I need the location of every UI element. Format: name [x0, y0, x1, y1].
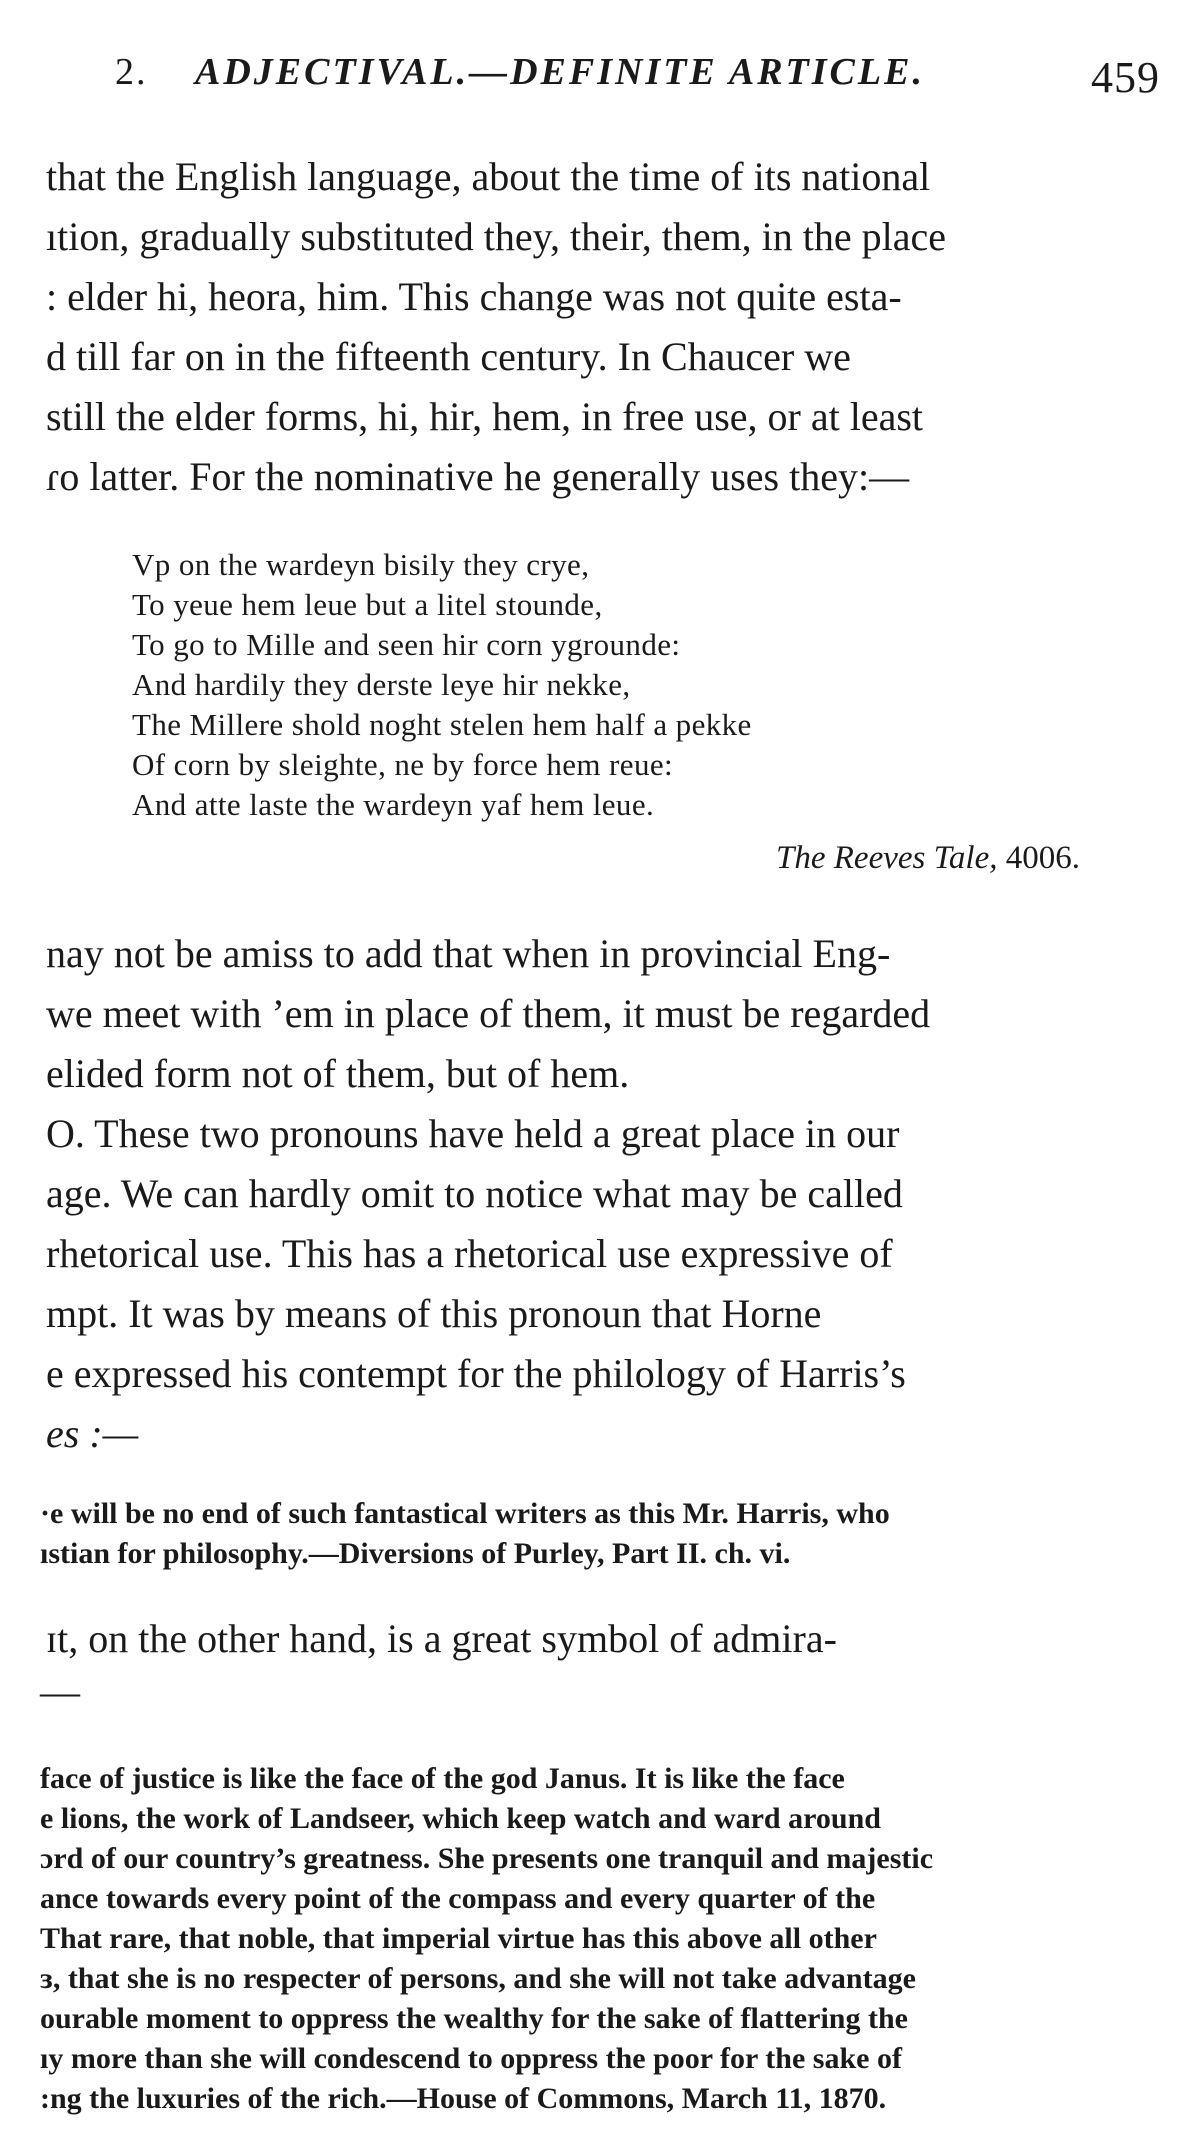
body-line: we meet with ’em in place of them, it must be regarded — [46, 991, 931, 1036]
verse-line: Of corn by sleighte, ne by force hem reue: — [132, 747, 674, 782]
quote-line: :ng the luxuries of the rich.—House of Commons, March 11, 1870. — [40, 2082, 887, 2115]
body-line: elided form not of them, but of hem. — [46, 1051, 630, 1096]
quote-line: ourable moment to oppress the wealthy for the sake of flattering the — [40, 2002, 908, 2035]
body-line: O. These two pronouns have held a great place in our — [46, 1111, 900, 1156]
citation-work: The Reeves Tale, — [776, 840, 998, 876]
body-line: e expressed his contempt for the philology of Harris’s — [46, 1351, 906, 1396]
body-line: rhetorical use. This has a rhetorical use expressive of — [46, 1231, 893, 1276]
body-line: d till far on in the fifteenth century. In Chaucer we — [46, 334, 851, 379]
quote-line: ıstian for philosophy.—Diversions of Purley, Part II. ch. vi. — [40, 1537, 791, 1570]
body-line: : elder hi, heora, him. This change was not quite esta- — [46, 274, 902, 319]
body-line: age. We can hardly omit to notice what may be called — [46, 1171, 903, 1216]
body-line: ɾo latter. For the nominative he generally uses they:— — [46, 454, 910, 499]
verse-line: To go to Mille and seen hir corn ygrounde: — [132, 627, 681, 662]
page-number: 459 — [1091, 53, 1160, 102]
verse-line: To yeue hem leue but a litel stounde, — [132, 587, 603, 622]
running-header — [115, 50, 1160, 110]
em-dash: — — [40, 1669, 80, 1714]
quote-line: ɔrd of our country’s greatness. She presents one tranquil and majestic — [40, 1842, 934, 1875]
verse-line: The Millere shold noght stelen hem half a pekke — [132, 707, 752, 742]
body-line: mpt. It was by means of this pronoun that Horne — [46, 1291, 822, 1336]
quote-line: ıy more than she will condescend to oppress the poor for the sake of — [40, 2042, 902, 2075]
verse-citation — [640, 840, 1080, 877]
body-line: ɪt, on the other hand, is a great symbol of admira- — [46, 1616, 837, 1661]
quote-line: e lions, the work of Landseer, which keep watch and ward around — [40, 1802, 881, 1835]
quote-line: ɜ, that she is no respecter of persons, and she will not take advantage — [40, 1962, 916, 1995]
quote-line: face of justice is like the face of the god Janus. It is like the face — [40, 1762, 845, 1795]
body-line: that the English language, about the time of its national — [46, 154, 931, 199]
verse-line: And atte laste the wardeyn yaf hem leue. — [132, 787, 655, 822]
quote-line: ·e will be no end of such fantastical writers as this Mr. Harris, who — [40, 1497, 890, 1530]
section-number: 2. — [115, 51, 148, 93]
body-line: es :— — [46, 1411, 139, 1456]
quote-line: That rare, that noble, that imperial virtue has this above all other — [40, 1922, 877, 1955]
body-line: still the elder forms, hi, hir, hem, in free use, or at least — [46, 394, 924, 439]
running-title: ADJECTIVAL.—DEFINITE ARTICLE. — [195, 51, 925, 93]
body-line: ıtion, gradually substituted they, their, them, in the place — [46, 214, 947, 259]
body-line: nay not be amiss to add that when in provincial Eng- — [46, 931, 891, 976]
quote-line: ance towards every point of the compass and every quarter of the — [40, 1882, 876, 1915]
verse-line: Vp on the wardeyn bisily they crye, — [132, 547, 590, 582]
citation-line: 4006. — [997, 840, 1080, 876]
verse-line: And hardily they derste leye hir nekke, — [132, 667, 631, 702]
